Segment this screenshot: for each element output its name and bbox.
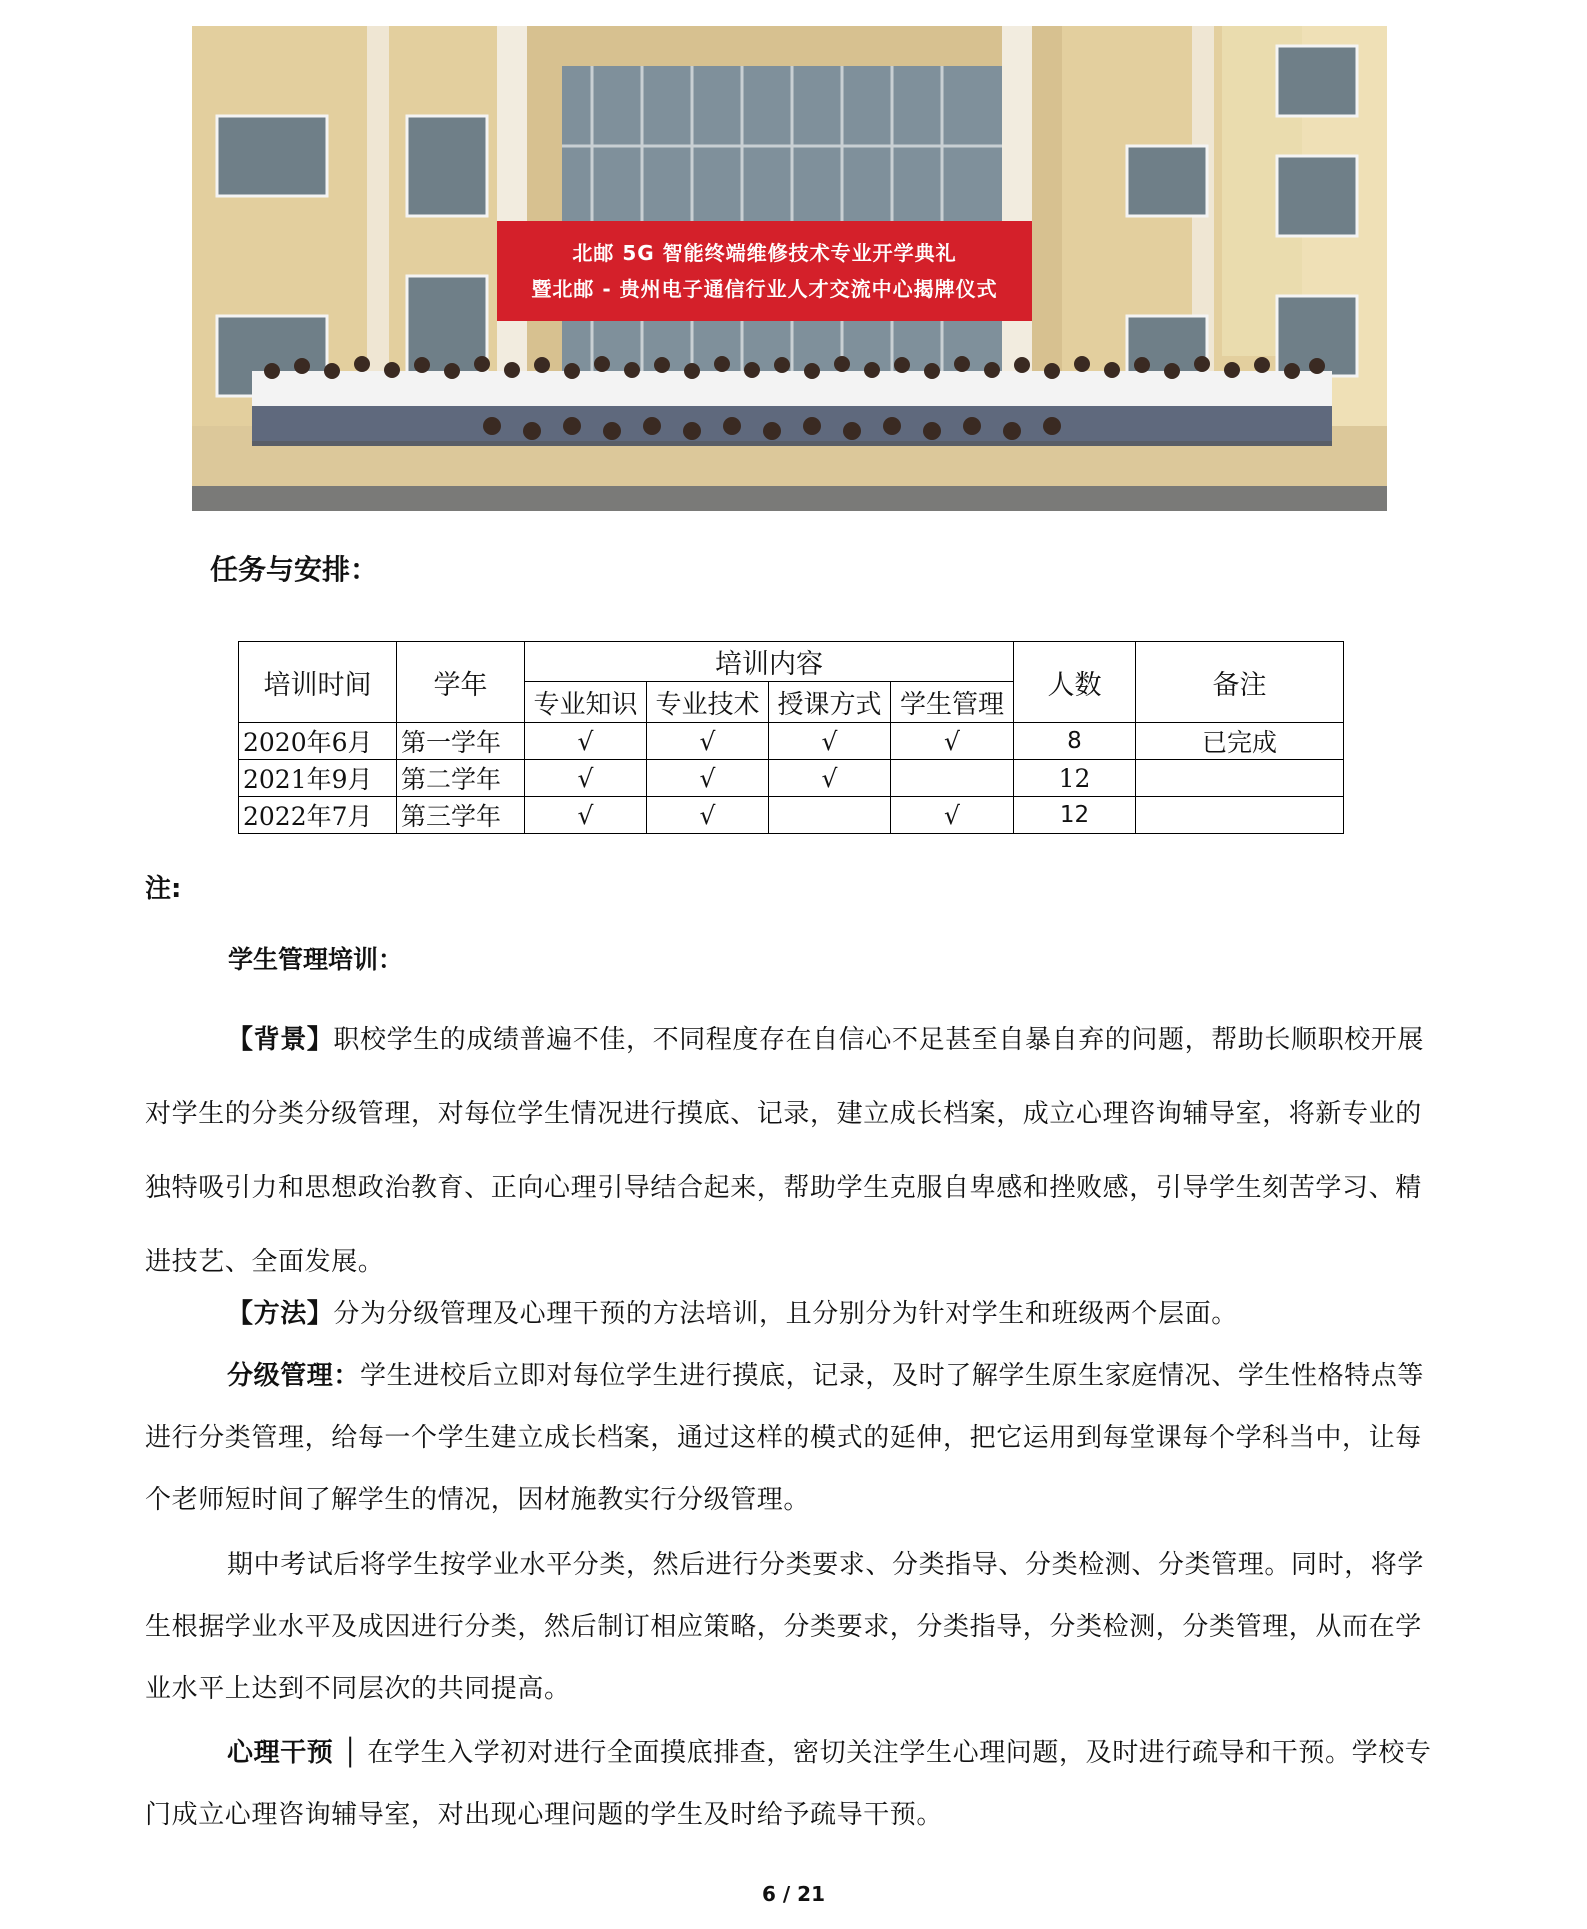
cell-remark	[1136, 797, 1344, 834]
cell-year: 第二学年	[397, 760, 525, 797]
cell-management: √	[891, 723, 1014, 760]
cell-knowledge: √	[525, 797, 647, 834]
opening-ceremony-banner	[497, 221, 1032, 321]
header-training-content: 培训内容	[525, 642, 1014, 682]
cell-time: 2021年9月	[239, 760, 397, 797]
method-text: 分为分级管理及心理干预的方法培训，且分别分为针对学生和班级两个层面。	[333, 1299, 1238, 1329]
cell-remark	[1136, 760, 1344, 797]
cell-knowledge: √	[525, 760, 647, 797]
cell-method	[769, 797, 891, 834]
cell-method: √	[769, 723, 891, 760]
psychology-label: 心理干预	[227, 1738, 334, 1768]
header-school-year: 学年	[397, 642, 525, 723]
psychology-separator: │	[333, 1738, 368, 1768]
cell-skill: √	[647, 760, 769, 797]
page-number: 6 / 21	[762, 1882, 825, 1906]
note-heading: 注:	[145, 874, 182, 904]
banner-line-2: 暨北邮 - 贵州电子通信行业人才交流中心揭牌仪式	[531, 277, 998, 301]
cell-count: 12	[1014, 760, 1136, 797]
grading-label: 分级管理：	[227, 1361, 361, 1391]
midterm-paragraph	[145, 1534, 1445, 1720]
background-paragraph	[145, 1003, 1445, 1299]
cell-year: 第一学年	[397, 723, 525, 760]
cell-management	[891, 760, 1014, 797]
grading-paragraph	[145, 1345, 1445, 1531]
midterm-text: 期中考试后将学生按学业水平分类，然后进行分类要求、分类指导、分类检测、分类管理。同时，将学生根据学业水平及成因进行分类，然后制订相应策略，分类要求，分类指导，分类检测，分类管理，从而在学业水平上达到不同层次的共同提高。	[145, 1550, 1425, 1704]
header-professional-skill: 专业技术	[647, 682, 769, 723]
method-label: 【方法】	[227, 1299, 334, 1329]
training-plan-table	[238, 641, 1344, 834]
student-management-heading: 学生管理培训：	[228, 945, 404, 974]
header-professional-knowledge: 专业知识	[525, 682, 647, 723]
cell-time: 2020年6月	[239, 723, 397, 760]
tasks-heading: 任务与安排：	[210, 553, 379, 586]
banner-line-1: 北邮 5G 智能终端维修技术专业开学典礼	[572, 241, 957, 265]
background-label: 【背景】	[227, 1025, 334, 1055]
grading-text: 学生进校后立即对每位学生进行摸底，记录，及时了解学生原生家庭情况、学生性格特点等进行分类管理，给每一个学生建立成长档案，通过这样的模式的延伸，把它运用到每堂课每个学科当中，让每个老师短时间了解学生的情况，因材施教实行分级管理。	[145, 1361, 1425, 1515]
cell-skill: √	[647, 723, 769, 760]
cell-skill: √	[647, 797, 769, 834]
cell-time: 2022年7月	[239, 797, 397, 834]
group-photo	[192, 26, 1387, 511]
method-paragraph	[145, 1283, 1445, 1345]
header-remark: 备注	[1136, 642, 1344, 723]
header-count: 人数	[1014, 642, 1136, 723]
header-student-management: 学生管理	[891, 682, 1014, 723]
cell-year: 第三学年	[397, 797, 525, 834]
background-text: 职校学生的成绩普遍不佳，不同程度存在自信心不足甚至自暴自弃的问题，帮助长顺职校开展对学生的分类分级管理，对每位学生情况进行摸底、记录，建立成长档案，成立心理咨询辅导室，将新专业的独特吸引力和思想政治教育、正向心理引导结合起来，帮助学生克服自卑感和挫败感，引导学生刻苦学习、精进技艺、全面发展。	[145, 1025, 1425, 1277]
cell-count: 8	[1014, 723, 1136, 760]
psychology-paragraph	[145, 1722, 1445, 1846]
table-row	[239, 723, 1344, 760]
header-training-time: 培训时间	[239, 642, 397, 723]
psychology-text: 在学生入学初对进行全面摸底排查，密切关注学生心理问题，及时进行疏导和干预。学校专门成立心理咨询辅导室，对出现心理问题的学生及时给予疏导干预。	[145, 1738, 1432, 1830]
header-teaching-method: 授课方式	[769, 682, 891, 723]
cell-knowledge: √	[525, 723, 647, 760]
cell-remark: 已完成	[1136, 723, 1344, 760]
table-row	[239, 760, 1344, 797]
table-row	[239, 797, 1344, 834]
cell-method: √	[769, 760, 891, 797]
cell-count: 12	[1014, 797, 1136, 834]
cell-management: √	[891, 797, 1014, 834]
